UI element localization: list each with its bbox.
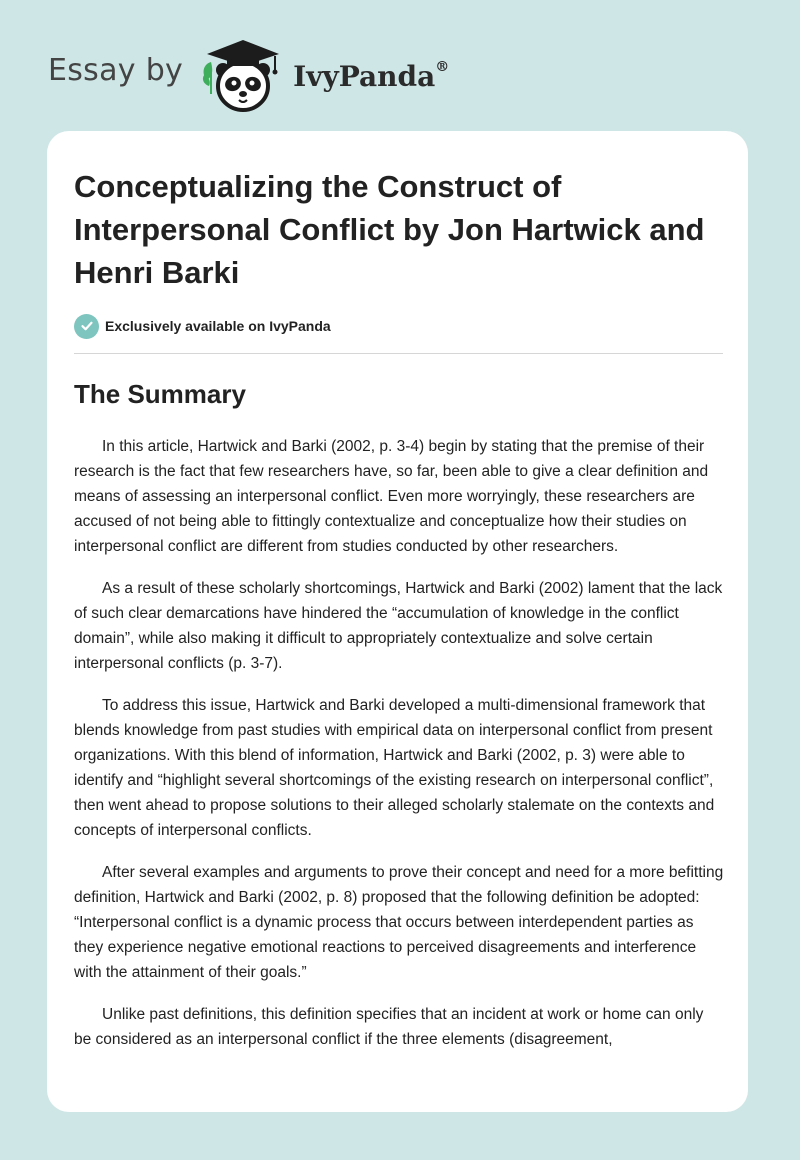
paragraph: In this article, Hartwick and Barki (2002, p. 3-4) begin by stating that the premise of their research is the fact that few researchers have, so far, been able to give a clear definition and means of assessing an interpersonal conflict. Even more worryingly, these researchers are accused of not being able to fittingly contextualize and conceptualize how their studies on interpersonal conflict are different from studies conducted by other researchers. [74,438,709,555]
section-heading: The Summary [74,379,246,409]
registered-mark: ® [435,59,450,76]
essay-card [47,131,748,1112]
exclusive-label: Exclusively available on IvyPanda [105,318,331,334]
essay-body [74,434,724,1052]
paragraph: As a result of these scholarly shortcomings, Hartwick and Barki (2002) lament that the lack of such clear demarcations have hindered the “accumulation of knowledge in the conflict domain”, while also making it difficult to appropriately contextualize and solve certain interpersonal conflicts (p. 3-7). [74,580,723,672]
site-header [48,34,449,114]
essay-title: Conceptualizing the Construct of Interpersonal Conflict by Jon Hartwick and Henri Barki [74,169,705,290]
paragraph: Unlike past definitions, this definition specifies that an incident at work or home can only be considered as an interpersonal conflict if the three elements (disagreement, [74,1006,704,1048]
paragraph: After several examples and arguments to prove their concept and need for a more befitting definition, Hartwick and Barki (2002, p. 8) proposed that the following definition be adopted: “Interpersonal conflict is a dynamic process that occurs between interdependent parties as they experience negative emotional reactions to perceived disagreements and interference with the attainment of their goals.” [74,864,724,981]
paragraph: To address this issue, Hartwick and Barki developed a multi-dimensional framework that blends knowledge from past studies with empirical data on interpersonal conflict from present organizations. With this blend of information, Hartwick and Barki (2002, p. 3) were able to identify and “highlight several shortcomings of the existing research on interpersonal conflict”, then went ahead to propose solutions to their alleged scholarly stalemate on the contexts and concepts of interpersonal conflicts. [74,697,715,839]
panda-graduate-icon[interactable] [199,34,289,114]
essay-content [74,165,724,1069]
check-circle-icon [74,314,99,339]
brand-name[interactable]: IvyPanda® [293,59,450,93]
divider [74,353,723,354]
exclusive-badge [74,312,724,340]
essay-by-label: Essay by [48,52,184,88]
